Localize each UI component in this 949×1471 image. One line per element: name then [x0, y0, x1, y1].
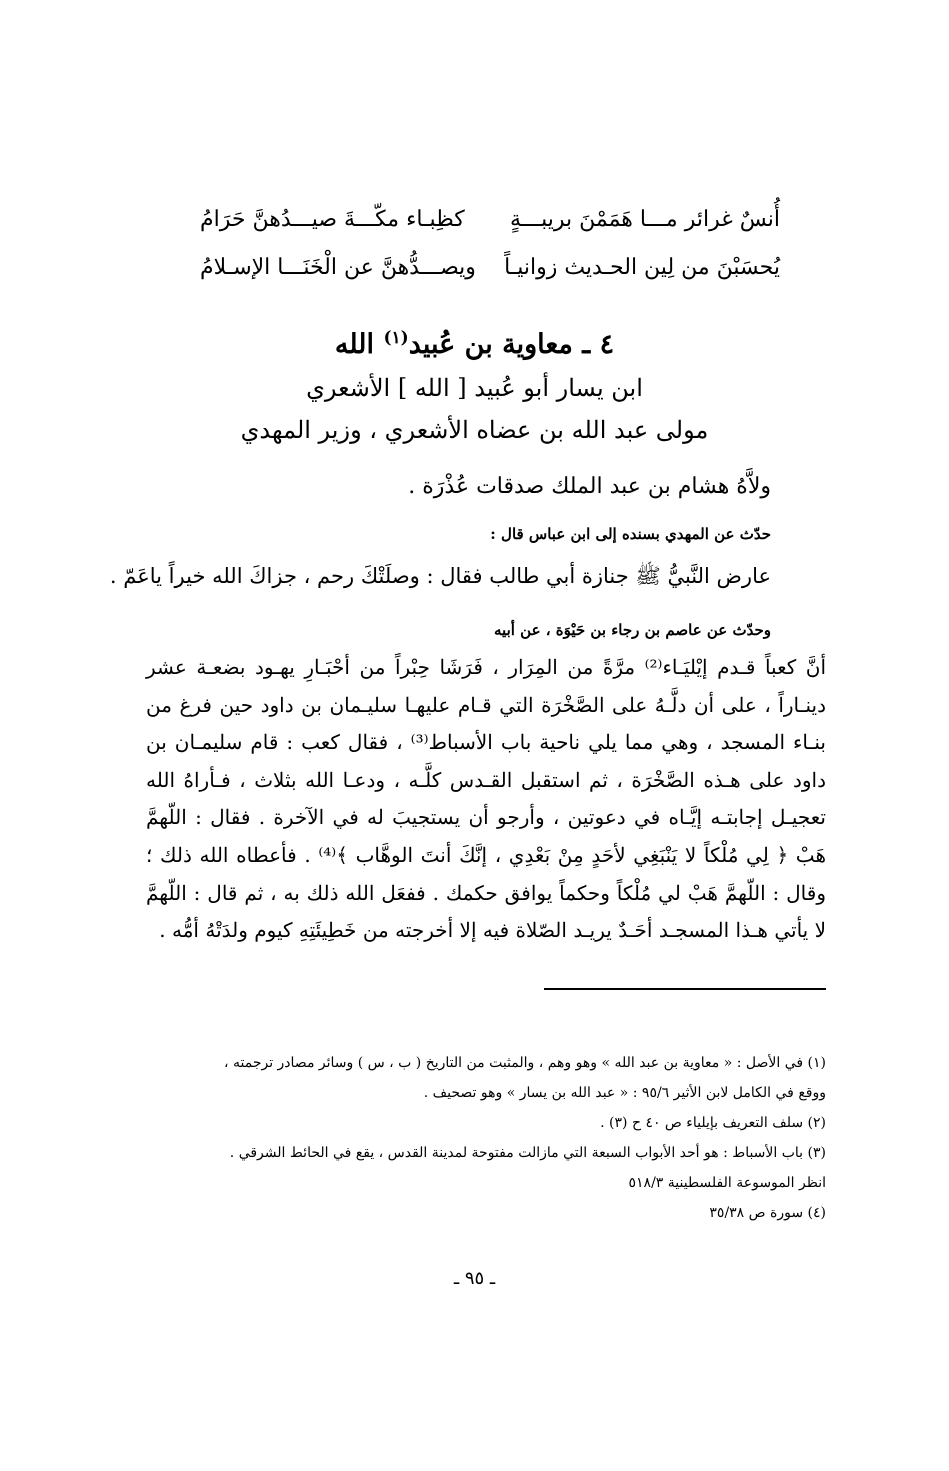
wala-line: ولاَّهُ هشام بن عبد الملك صدقات عُذْرَة .: [408, 474, 771, 499]
footnote-line: (٣) باب الأسباط : هو أحد الأبواب السبعة التي مازالت مفتوحة لمدينة القدس ، يقع في الحائط الشرقي .: [229, 1145, 826, 1161]
poem-hemistich-right: أُنسٌ غرائر مـــا هَمَمْنَ بريبـــةٍ: [509, 207, 780, 232]
poem-hemistich-right: يُحسَبْنَ من لِين الحـديث زوانيـاً: [504, 255, 780, 280]
poem: [200, 196, 780, 292]
entry-lineage: ابن يسار أبو عُبيد [ الله ] الأشعري: [306, 374, 643, 402]
footnotes: [146, 1048, 826, 1228]
poem-verse: [200, 244, 780, 292]
poem-verse: [200, 196, 780, 244]
poem-hemistich-left: كظِبـاء مكّـــةَ صيـــدُهنَّ حَرَامُ: [200, 207, 465, 232]
footnote-line: ووقع في الكامل لابن الأثير ٩٥/٦ : « عبد الله بن يسار » وهو تصحيف .: [423, 1085, 826, 1101]
isnad-line: حدّث عن المهدي بسنده إلى ابن عباس قال :: [490, 525, 771, 543]
narrative-paragraph: أنَّ كعباً قـدم إيْليَـاء⁽²⁾ مرَّةً من المِرَار ، فَرَشَا حِبْراً من أحْبَـارِ يهـود بضعـة عشر دينـاراً ، على أن دلَّـهُ على الصَّخْرَة التي قـام عليهـا سليـمان بن داود حين فرغ من بنـاء المسجد ، وهي مما يلي ناحية باب الأسباط⁽³⁾ ، فقال كعب : قام سليمـان بن داود على هـذه الصَّخْرَة ، ثم استقبل القـدس كلَّـه ، ودعـا الله بثلاث ، فـأراهُ الله تعجيـل إجابتـه إيَّـاه في دعوتين ، وأرجو أن يستجيبَ له في الآخرة . فقال : اللّهمَّ هَبْ ﴿ لِي مُلْكاً لا يَنْبَغِي لأحَدٍ مِنْ بَعْدِي ، إنَّكَ أنتَ الوهَّاب ﴾⁽⁴⁾ . فأعطاه الله ذلك ؛ وقال : اللّهمَّ هَبْ لي مُلْكاً وحكماً يوافق حكمك . ففعَل الله ذلك به ، ثم قال : اللّهمَّ لا يأتي هـذا المسجـد أحَـدٌ يريـد الصّلاة فيه إلا أخرجته من خَطِيئَتِهِ كيوم ولدَتْهُ أمُّه .: [146, 655, 827, 943]
footnote-line: (١) في الأصل : « معاوية بن عبد الله » وهو وهم ، والمثبت من التاريخ ( ب ، س ) وسائر مصادر ترجمته ،: [224, 1055, 826, 1071]
footnote-marker: (١): [383, 328, 409, 348]
page-number: ـ ٩٥ ـ: [453, 1268, 496, 1289]
footnote-separator: [544, 988, 826, 990]
entry-title-name: ٤ ـ معاوية بن عُبيد: [408, 329, 615, 360]
poem-hemistich-left: ويصـــدُّهنَّ عن الْخَنَـــا الإسـلامُ: [200, 255, 476, 280]
isnad-line: وحدّث عن عاصم بن رجاء بن حَيْوَة ، عن أبيه: [494, 621, 771, 639]
footnote-line: (٤) سورة ص ٣٥/٣٨: [709, 1205, 826, 1221]
hadith-text: عارض النَّبيُّ ﷺ جنازة أبي طالب فقال : وصلَتْكَ رحم ، جزاكَ الله خيراً ياعَمّ .: [109, 564, 771, 588]
entry-title: [0, 318, 949, 365]
footnote-line: انظر الموسوعة الفلسطينية ٥١٨/٣: [628, 1175, 826, 1191]
entry-title-end: الله: [334, 329, 375, 360]
footnote-line: (٢) سلف التعريف بإيلياء ص ٤٠ ح (٣) .: [600, 1115, 826, 1131]
entry-description: مولى عبد الله بن عضاه الأشعري ، وزير المهدي: [240, 416, 709, 444]
